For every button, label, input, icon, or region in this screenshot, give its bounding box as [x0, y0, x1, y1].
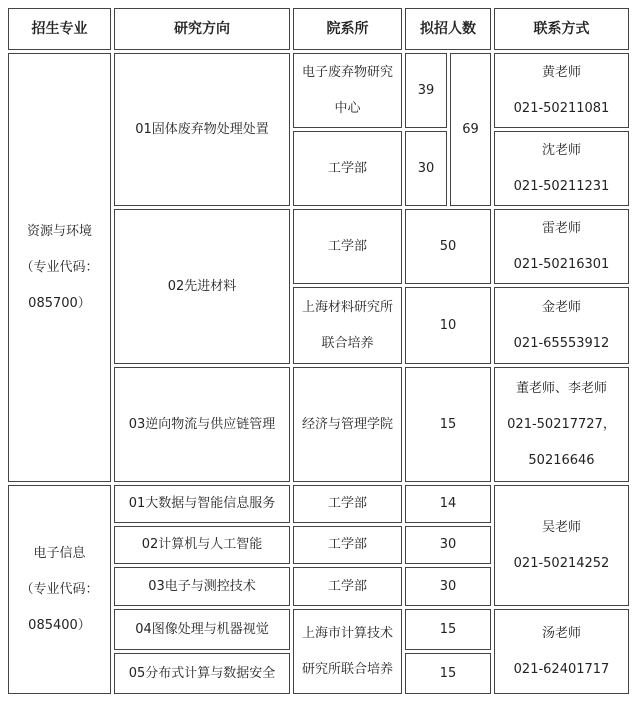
- quota-e05: 15: [405, 653, 491, 694]
- contact-5-phone-2: 50216646: [528, 452, 595, 468]
- direction-e01: 01大数据与智能信息服务: [114, 485, 290, 523]
- department-ewaste-line2: 中心: [334, 100, 361, 116]
- contact-6: [494, 485, 629, 606]
- department-engineering-2: 工学部: [293, 209, 402, 284]
- header-major: 招生专业: [8, 8, 111, 50]
- header-direction: 研究方向: [114, 8, 290, 50]
- header-department: 院系所: [293, 8, 402, 50]
- contact-2-name: 沈老师: [541, 142, 581, 158]
- direction-d02: 02先进材料: [114, 209, 290, 364]
- direction-d03: 03逆向物流与供应链管理: [114, 367, 290, 482]
- direction-e03: 03电子与测控技术: [114, 567, 290, 606]
- contact-1-name: 黄老师: [541, 64, 581, 80]
- contact-6-name: 吴老师: [541, 519, 581, 535]
- department-economics-management: 经济与管理学院: [293, 367, 402, 482]
- major-resources-environment: [8, 53, 111, 482]
- quota-e01: 14: [405, 485, 491, 523]
- department-computing-line2: 研究所联合培养: [301, 661, 393, 677]
- contact-4-name: 金老师: [541, 299, 581, 315]
- contact-4-phone: 021-65553912: [513, 335, 610, 351]
- department-materials-line1: 上海材料研究所: [301, 299, 393, 315]
- department-ewaste-line1: 电子废弃物研究: [301, 64, 393, 80]
- contact-5: [494, 367, 629, 482]
- contact-3-phone: 021-50216301: [513, 256, 610, 272]
- major1-code-label: （专业代码：: [20, 259, 99, 275]
- contact-7-name: 汤老师: [541, 625, 581, 641]
- quota-materials: 10: [405, 287, 491, 364]
- direction-e02: 02计算机与人工智能: [114, 526, 290, 564]
- contact-7-phone: 021-62401717: [513, 661, 610, 677]
- header-contact: 联系方式: [494, 8, 629, 50]
- direction-d01: 01固体废弃物处理处置: [114, 53, 290, 206]
- department-engineering-1: 工学部: [293, 131, 402, 206]
- quota-e04: 15: [405, 609, 491, 650]
- contact-2: [494, 131, 629, 206]
- department-engineering-3: 工学部: [293, 485, 402, 523]
- contact-3-name: 雷老师: [541, 220, 581, 236]
- quota-e02: 30: [405, 526, 491, 564]
- quota-e03: 30: [405, 567, 491, 606]
- major1-code: 085700）: [28, 295, 91, 311]
- contact-2-phone: 021-50211231: [513, 178, 610, 194]
- department-computing-line1: 上海市计算技术: [301, 625, 393, 641]
- quota-engineering-1: 30: [405, 131, 447, 206]
- contact-5-phone-1: 021-50217727，: [507, 416, 616, 432]
- major2-name: 电子信息: [33, 545, 86, 561]
- contact-7: [494, 609, 629, 694]
- department-engineering-5: 工学部: [293, 567, 402, 606]
- contact-6-phone: 021-50214252: [513, 555, 610, 571]
- contact-1-phone: 021-50211081: [513, 100, 610, 116]
- department-materials-institute: [293, 287, 402, 364]
- major-electronic-information: [8, 485, 111, 694]
- contact-3: [494, 209, 629, 284]
- contact-4: [494, 287, 629, 364]
- quota-total-d01: 69: [450, 53, 491, 206]
- header-quota: 拟招人数: [405, 8, 491, 50]
- major2-code-label: （专业代码：: [20, 581, 99, 597]
- direction-e04: 04图像处理与机器视觉: [114, 609, 290, 650]
- quota-ewaste: 39: [405, 53, 447, 128]
- department-materials-line2: 联合培养: [321, 335, 374, 351]
- department-computing-institute: [293, 609, 402, 694]
- quota-engineering-2: 50: [405, 209, 491, 284]
- department-ewaste-center: [293, 53, 402, 128]
- contact-5-name: 董老师、李老师: [515, 380, 607, 396]
- contact-1: [494, 53, 629, 128]
- department-engineering-4: 工学部: [293, 526, 402, 564]
- quota-economics: 15: [405, 367, 491, 482]
- major1-name: 资源与环境: [26, 223, 92, 239]
- direction-e05: 05分布式计算与数据安全: [114, 653, 290, 694]
- major2-code: 085400）: [28, 617, 91, 633]
